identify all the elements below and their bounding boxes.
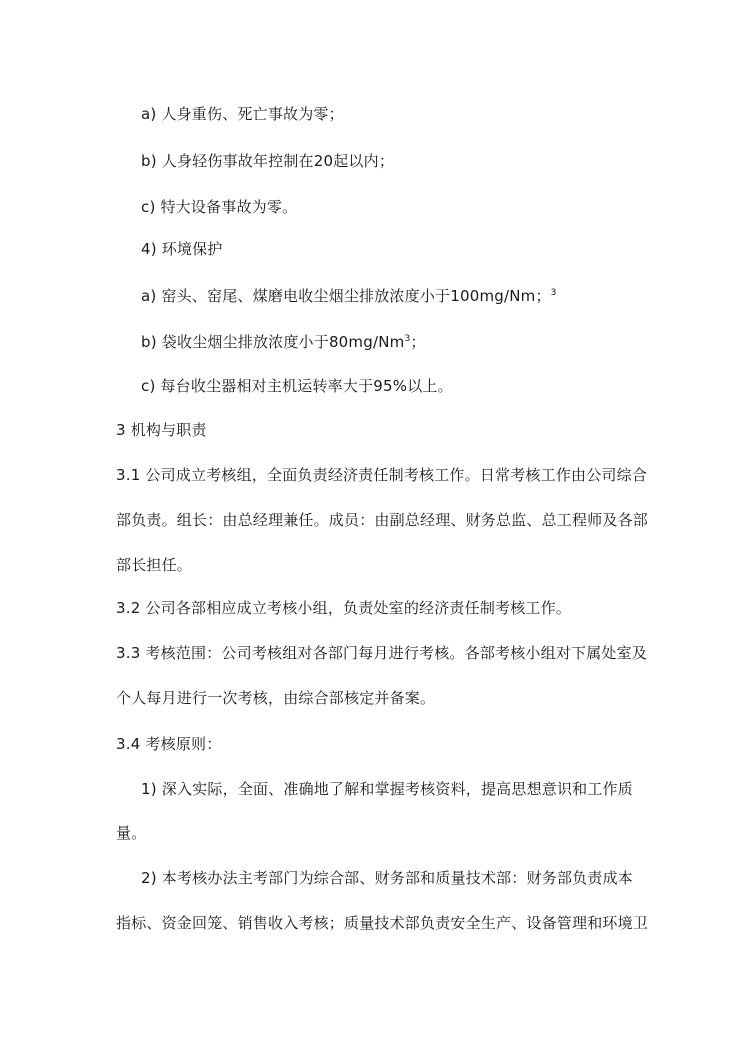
para-3-4-heading: 3.4 考核原则： — [116, 735, 222, 753]
item-b-bag-filter-emission — [141, 332, 426, 352]
item-c-equipment-accident: c) 特大设备事故为零。 — [141, 198, 298, 216]
item-a-kiln-emission — [141, 286, 557, 306]
heading-environment-protection: 4) 环境保护 — [141, 240, 223, 258]
para-3-1-line-3: 部长担任。 — [116, 556, 193, 574]
para-3-1-line-1: 3.1 公司成立考核组，全面负责经济责任制考核工作。日常考核工作由公司综合 — [116, 466, 648, 484]
item-a-kiln-emission-superscript: 3 — [550, 288, 557, 298]
item-a-injury-death: a) 人身重伤、死亡事故为零； — [141, 105, 344, 123]
item-b-bag-filter-emission-superscript: 3 — [404, 334, 411, 344]
item-b-bag-filter-emission-text: b) 袋收尘烟尘排放浓度小于80mg/Nm — [141, 333, 405, 351]
para-3-3-line-2: 个人每月进行一次考核，由综合部核定并备案。 — [116, 689, 436, 707]
item-b-minor-injury: b) 人身轻伤事故年控制在20起以内； — [141, 152, 395, 170]
para-3-2: 3.2 公司各部相应成立考核小组，负责处室的经济责任制考核工作。 — [116, 599, 572, 617]
item-c-dust-collector-rate: c) 每台收尘器相对主机运转率大于95%以上。 — [141, 377, 453, 395]
principle-1-line-1: 1) 深入实际，全面、准确地了解和掌握考核资料，提高思想意识和工作质 — [141, 780, 633, 798]
section-3-heading: 3 机构与职责 — [116, 421, 207, 439]
item-a-kiln-emission-text: a) 窑头、窑尾、煤磨电收尘烟尘排放浓度小于100mg/Nm； — [141, 287, 551, 305]
principle-2-line-1: 2) 本考核办法主考部门为综合部、财务部和质量技术部：财务部负责成本 — [141, 869, 633, 887]
principle-2-line-2: 指标、资金回笼、销售收入考核；质量技术部负责安全生产、设备管理和环境卫 — [116, 914, 649, 932]
principle-1-line-2: 量。 — [116, 824, 147, 842]
item-b-bag-filter-emission-tail: ； — [410, 333, 426, 351]
para-3-1-line-2: 部负责。组长：由总经理兼任。成员：由副总经理、财务总监、总工程师及各部 — [116, 511, 649, 529]
para-3-3-line-1: 3.3 考核范围：公司考核组对各部门每月进行考核。各部考核小组对下属处室及 — [116, 644, 648, 662]
